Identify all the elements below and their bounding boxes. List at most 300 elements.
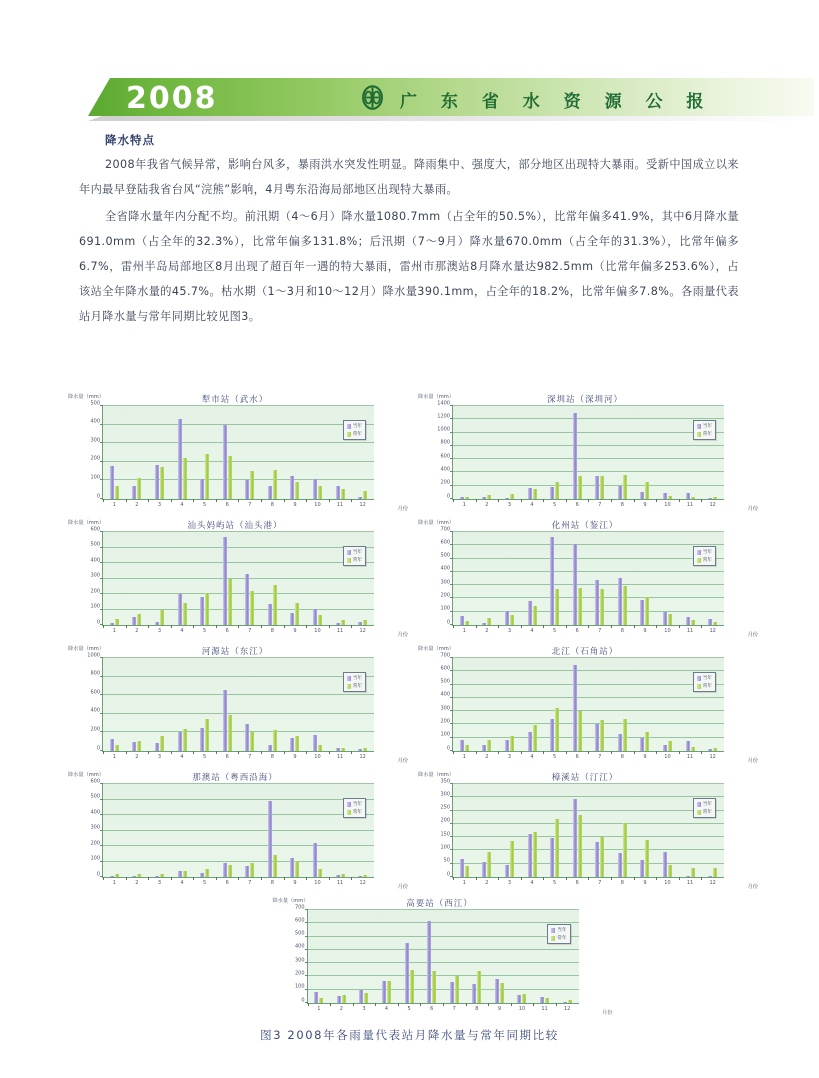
bar-normal-year: [295, 861, 299, 877]
chart-bars: [453, 532, 724, 634]
bar-current-year: [313, 479, 317, 499]
chart-y-tick-label: 1200: [437, 413, 450, 420]
legend-label: 当年: [352, 802, 362, 807]
chart-x-tick-mark: [261, 877, 262, 880]
chart-x-tick-label: 9: [293, 628, 297, 634]
bar-normal-year: [477, 971, 481, 1003]
chart-x-tick-label: 9: [643, 754, 647, 760]
chart-x-tick-label: 2: [135, 502, 139, 508]
chart-x-tick-mark: [171, 751, 172, 754]
bar-current-year: [245, 574, 249, 625]
chart-y-tick-label: 400: [440, 565, 450, 572]
chart-y-tick-label: 400: [90, 707, 100, 714]
chart-x-tick-label: 1: [462, 754, 466, 760]
chart-title: 那澳站（粤西沿海）: [192, 773, 278, 783]
bar-normal-year: [487, 740, 491, 751]
bar-current-year: [200, 728, 204, 751]
guangdong-water-emblem-icon: [360, 85, 385, 110]
chart-bars: [103, 532, 374, 634]
bar-current-year: [550, 537, 554, 625]
chart-y-tick-label: 350: [440, 778, 450, 784]
chart-y-tick-label: 100: [440, 844, 450, 851]
chart-month-group: [171, 784, 194, 886]
legend-label: 常年: [352, 810, 362, 815]
page-header-banner: [88, 78, 814, 116]
bar-current-year: [358, 876, 362, 877]
chart-month-group: [543, 532, 566, 634]
chart-y-tick-label: 0: [446, 619, 450, 625]
chart-x-tick-mark: [679, 751, 680, 754]
bar-normal-year: [623, 586, 627, 625]
bar-current-year: [110, 876, 114, 877]
chart-legend: [343, 672, 366, 692]
bar-current-year: [708, 619, 712, 625]
chart-y-tick-label: 1000: [437, 426, 450, 433]
bar-current-year: [563, 1002, 567, 1003]
bar-normal-year: [600, 720, 604, 751]
chart-legend: [693, 672, 716, 692]
chart-month-group: [306, 784, 329, 886]
chart-month-group: [543, 406, 566, 508]
chart-month-group: [330, 910, 353, 1012]
chart-x-tick-mark: [533, 1003, 534, 1006]
chart-x-tick-mark: [611, 877, 612, 880]
chart-y-axis-label: 降水量（mm）: [272, 898, 309, 904]
chart-month-group: [498, 532, 521, 634]
bar-normal-year: [533, 832, 537, 877]
chart-y-tick-label: 200: [440, 817, 450, 824]
legend-swatch-icon: [697, 558, 701, 563]
bar-normal-year: [341, 489, 345, 499]
chart-y-tick-label: 800: [440, 439, 450, 446]
bar-current-year: [132, 876, 136, 877]
bar-current-year: [595, 842, 599, 877]
chart-x-tick-mark: [329, 499, 330, 502]
banner-underline: [88, 116, 814, 121]
chart-x-tick-label: 8: [620, 502, 624, 508]
bar-current-year: [314, 992, 318, 1003]
chart-x-tick-mark: [543, 751, 544, 754]
chart-x-tick-label: 10: [314, 754, 321, 760]
bar-normal-year: [578, 815, 582, 877]
chart-month-group: [420, 910, 443, 1012]
chart-y-tick-label: 200: [440, 592, 450, 599]
chart-x-tick-mark: [498, 625, 499, 628]
chart-y-tick-label: 0: [446, 493, 450, 499]
chart-x-tick-label: 5: [553, 754, 557, 760]
bar-normal-year: [691, 747, 695, 751]
chart-y-tick-label: 600: [90, 778, 100, 784]
chart-x-tick-label: 7: [452, 1006, 456, 1012]
bar-current-year: [200, 873, 204, 877]
bar-current-year: [110, 466, 114, 499]
legend-swatch-icon: [347, 810, 351, 815]
chart-x-tick-mark: [453, 751, 454, 754]
chart-x-tick-label: 2: [485, 754, 489, 760]
chart-y-tick-label: 600: [440, 539, 450, 546]
bar-current-year: [155, 622, 159, 625]
chart-y-axis-label: 降水量（mm）: [418, 394, 455, 400]
legend-swatch-icon: [347, 432, 351, 437]
legend-swatch-icon: [697, 432, 701, 437]
chart-month-group: [171, 406, 194, 508]
chart-x-axis-label: 月份: [747, 758, 758, 764]
chart-x-tick-mark: [330, 1003, 331, 1006]
chart-month-group: [148, 406, 171, 508]
chart-title: 河源站（东江）: [201, 647, 269, 657]
chart-1: [60, 392, 410, 518]
chart-x-tick-mark: [679, 499, 680, 502]
chart-x-tick-label: 11: [336, 628, 344, 634]
chart-x-tick-label: 4: [530, 628, 534, 634]
bar-normal-year: [228, 456, 232, 499]
chart-month-group: [261, 532, 284, 634]
chart-x-tick-label: 11: [686, 628, 694, 634]
chart-x-tick-mark: [306, 751, 307, 754]
chart-x-tick-label: 10: [664, 502, 671, 508]
bar-normal-year: [318, 869, 322, 877]
chart-x-tick-mark: [521, 751, 522, 754]
chart-month-group: [398, 910, 421, 1012]
chart-month-group: [611, 658, 634, 760]
legend-label: 常年: [352, 558, 362, 563]
chart-month-group: [656, 532, 679, 634]
chart-y-tick-label: 100: [90, 603, 100, 610]
bar-current-year: [460, 740, 464, 751]
legend-item-normal-year: [697, 809, 712, 815]
bar-normal-year: [645, 482, 649, 499]
bar-current-year: [573, 544, 577, 625]
chart-x-tick-mark: [521, 625, 522, 628]
bar-normal-year: [205, 719, 209, 751]
chart-x-tick-label: 1: [112, 880, 116, 886]
bar-normal-year: [533, 725, 537, 751]
chart-x-tick-label: 12: [359, 754, 366, 760]
chart-x-tick-label: 4: [384, 1006, 389, 1012]
chart-month-group: [126, 658, 149, 760]
legend-label: 当年: [702, 424, 712, 429]
chart-month-group: [375, 910, 398, 1012]
bar-normal-year: [578, 588, 582, 625]
chart-y-tick-label: 200: [294, 970, 305, 977]
bar-current-year: [517, 995, 521, 1003]
legend-label: 常年: [702, 432, 712, 437]
chart-x-tick-mark: [476, 751, 477, 754]
bar-current-year: [223, 537, 227, 625]
chart-y-axis-label: 降水量（mm）: [68, 772, 105, 778]
chart-x-tick-mark: [588, 499, 589, 502]
chart-y-tick-label: 400: [90, 418, 100, 425]
bar-current-year: [460, 616, 464, 625]
chart-month-group: [284, 406, 307, 508]
chart-x-tick-label: 6: [575, 754, 579, 760]
figure-3-chart-grid: [0, 392, 819, 1022]
chart-title: 犁市站（武水）: [201, 395, 269, 405]
chart-x-tick-mark: [476, 499, 477, 502]
chart-month-group: [103, 532, 126, 634]
chart-x-tick-label: 3: [157, 502, 162, 508]
chart-month-group: [521, 532, 544, 634]
chart-9: [265, 896, 615, 1022]
chart-month-group: [171, 532, 194, 634]
bar-current-year: [110, 739, 114, 751]
chart-x-axis-label: 月份: [747, 632, 758, 638]
chart-y-tick-label: 700: [440, 526, 450, 532]
chart-bars: [103, 784, 374, 886]
chart-y-tick-label: 500: [90, 541, 100, 548]
chart-x-tick-mark: [679, 877, 680, 880]
chart-month-group: [588, 406, 611, 508]
bar-current-year: [268, 745, 272, 752]
bar-current-year: [640, 600, 644, 625]
chart-row: [0, 896, 819, 1022]
chart-y-tick-label: 100: [440, 731, 450, 738]
bar-current-year: [528, 488, 532, 499]
chart-x-tick-mark: [216, 499, 217, 502]
bar-current-year: [663, 493, 667, 499]
chart-x-tick-label: 12: [359, 502, 366, 508]
chart-legend: [343, 798, 366, 818]
chart-y-tick-label: 200: [440, 479, 450, 486]
chart-x-tick-label: 2: [485, 502, 489, 508]
chart-x-tick-mark: [193, 625, 194, 628]
chart-x-tick-mark: [498, 877, 499, 880]
bar-normal-year: [137, 478, 141, 499]
chart-x-tick-mark: [329, 877, 330, 880]
chart-x-tick-mark: [193, 751, 194, 754]
chart-x-tick-mark: [216, 751, 217, 754]
chart-month-group: [656, 406, 679, 508]
chart-x-tick-mark: [588, 877, 589, 880]
chart-x-tick-mark: [308, 1003, 309, 1006]
legend-item-current-year: [697, 549, 712, 555]
chart-x-tick-label: 6: [575, 502, 579, 508]
chart-x-tick-mark: [284, 751, 285, 754]
chart-x-tick-mark: [103, 625, 104, 628]
legend-swatch-icon: [697, 810, 701, 815]
bar-normal-year: [465, 866, 469, 877]
chart-x-tick-mark: [216, 877, 217, 880]
chart-x-tick-label: 2: [135, 880, 139, 886]
chart-y-tick-label: 200: [90, 726, 100, 733]
chart-legend: [693, 420, 716, 440]
bar-normal-year: [487, 852, 491, 878]
bar-normal-year: [465, 745, 469, 751]
chart-y-tick-label: 700: [294, 904, 305, 910]
chart-x-tick-mark: [306, 499, 307, 502]
bar-normal-year: [455, 976, 459, 1003]
bar-normal-year: [555, 482, 559, 499]
chart-y-tick-label: 400: [90, 809, 100, 816]
bar-normal-year: [487, 495, 491, 499]
chart-x-tick-label: 11: [336, 754, 344, 760]
chart-x-tick-label: 4: [530, 880, 534, 886]
chart-month-group: [476, 406, 499, 508]
bar-current-year: [155, 743, 159, 751]
chart-x-tick-mark: [453, 877, 454, 880]
chart-x-tick-mark: [466, 1003, 467, 1006]
chart-y-tick-label: 600: [294, 917, 305, 924]
legend-label: 当年: [702, 802, 712, 807]
legend-swatch-icon: [347, 802, 351, 807]
bar-current-year: [359, 990, 363, 1003]
legend-swatch-icon: [347, 676, 351, 681]
chart-x-tick-label: 7: [248, 502, 252, 508]
bar-normal-year: [115, 874, 119, 877]
bar-normal-year: [295, 482, 299, 499]
chart-x-tick-mark: [126, 625, 127, 628]
chart-x-tick-label: 10: [664, 754, 671, 760]
bar-current-year: [336, 623, 340, 625]
chart-month-group: [634, 406, 657, 508]
chart-y-tick-label: 100: [90, 855, 100, 862]
chart-x-tick-mark: [284, 877, 285, 880]
legend-swatch-icon: [697, 424, 701, 429]
bar-current-year: [450, 982, 454, 1003]
chart-x-tick-label: 8: [270, 880, 274, 886]
chart-bars: [453, 406, 724, 508]
chart-x-tick-mark: [238, 877, 239, 880]
chart-y-tick-label: 500: [440, 678, 450, 685]
legend-label: 常年: [352, 684, 362, 689]
legend-label: 常年: [702, 684, 712, 689]
chart-x-tick-label: 7: [598, 502, 602, 508]
legend-label: 当年: [352, 550, 362, 555]
chart-x-tick-label: 1: [317, 1006, 321, 1012]
chart-month-group: [488, 910, 511, 1012]
bar-normal-year: [318, 615, 322, 625]
bar-current-year: [550, 838, 554, 877]
bar-current-year: [358, 749, 362, 751]
bar-current-year: [550, 719, 554, 751]
chart-x-tick-label: 4: [530, 754, 534, 760]
legend-swatch-icon: [697, 550, 701, 555]
chart-x-tick-label: 12: [709, 880, 716, 886]
legend-swatch-icon: [347, 424, 351, 429]
chart-x-tick-label: 5: [553, 628, 557, 634]
chart-x-tick-mark: [443, 1003, 444, 1006]
chart-y-tick-label: 600: [440, 453, 450, 460]
chart-x-tick-label: 9: [643, 502, 647, 508]
bar-current-year: [708, 749, 712, 751]
bar-normal-year: [183, 458, 187, 499]
legend-item-normal-year: [697, 683, 712, 689]
chart-6: [410, 644, 760, 770]
chart-x-tick-label: 8: [620, 754, 624, 760]
chart-x-tick-mark: [238, 499, 239, 502]
chart-month-group: [476, 658, 499, 760]
bar-normal-year: [160, 736, 164, 751]
chart-x-tick-label: 6: [225, 880, 229, 886]
chart-x-tick-label: 10: [314, 502, 321, 508]
chart-x-tick-label: 5: [203, 880, 207, 886]
chart-month-group: [171, 658, 194, 760]
chart-x-axis-label: 月份: [397, 506, 408, 512]
legend-item-normal-year: [551, 935, 566, 941]
chart-x-tick-mark: [126, 877, 127, 880]
chart-x-tick-label: 11: [541, 1006, 548, 1012]
chart-y-tick-label: 250: [440, 804, 450, 811]
chart-x-tick-label: 12: [709, 754, 716, 760]
chart-x-tick-mark: [588, 751, 589, 754]
chart-x-tick-label: 12: [563, 1006, 571, 1012]
chart-month-group: [306, 658, 329, 760]
bar-normal-year: [318, 745, 322, 751]
chart-x-tick-mark: [611, 625, 612, 628]
bar-normal-year: [363, 491, 367, 499]
chart-month-group: [148, 784, 171, 886]
bar-normal-year: [555, 589, 559, 625]
bar-normal-year: [183, 871, 187, 878]
chart-month-group: [306, 532, 329, 634]
chart-x-tick-label: 9: [643, 880, 647, 886]
chart-month-group: [126, 532, 149, 634]
legend-item-normal-year: [697, 431, 712, 437]
chart-bars: [453, 784, 724, 886]
chart-month-group: [284, 784, 307, 886]
chart-x-tick-label: 6: [225, 628, 229, 634]
bar-current-year: [663, 612, 667, 625]
chart-x-tick-mark: [521, 499, 522, 502]
banner-year: 2008: [126, 81, 218, 116]
chart-y-tick-label: 300: [90, 437, 100, 444]
chart-bars: [453, 658, 724, 760]
bar-current-year: [313, 735, 317, 751]
chart-x-tick-mark: [498, 751, 499, 754]
chart-x-tick-label: 4: [180, 502, 184, 508]
chart-month-group: [103, 784, 126, 886]
chart-x-tick-mark: [656, 877, 657, 880]
bar-normal-year: [510, 494, 514, 499]
bar-normal-year: [342, 995, 346, 1003]
bar-current-year: [268, 801, 272, 877]
chart-month-group: [498, 784, 521, 886]
chart-title: 汕头妈屿站（汕头港）: [187, 521, 283, 531]
bar-normal-year: [600, 837, 604, 877]
chart-legend: [547, 924, 570, 944]
chart-month-group: [634, 784, 657, 886]
chart-x-tick-mark: [566, 625, 567, 628]
bar-current-year: [223, 425, 227, 499]
chart-month-group: [216, 784, 239, 886]
bar-normal-year: [600, 476, 604, 499]
chart-x-tick-mark: [126, 499, 127, 502]
chart-x-tick-label: 8: [270, 628, 274, 634]
bar-current-year: [505, 611, 509, 625]
chart-month-group: [148, 658, 171, 760]
chart-x-tick-mark: [511, 1003, 512, 1006]
bar-current-year: [505, 740, 509, 751]
bar-normal-year: [183, 603, 187, 625]
bar-current-year: [268, 604, 272, 625]
chart-x-tick-mark: [351, 751, 352, 754]
chart-x-tick-label: 7: [248, 754, 252, 760]
chart-x-tick-label: 7: [248, 628, 252, 634]
chart-7: [60, 770, 410, 896]
chart-y-tick-label: 0: [446, 871, 450, 877]
bar-normal-year: [228, 865, 232, 877]
legend-item-current-year: [697, 423, 712, 429]
bar-normal-year: [250, 471, 254, 499]
chart-x-tick-label: 2: [339, 1006, 343, 1012]
chart-month-group: [126, 406, 149, 508]
chart-y-tick-label: 0: [96, 871, 100, 877]
chart-month-group: [353, 910, 376, 1012]
bar-current-year: [155, 465, 159, 499]
bar-normal-year: [691, 868, 695, 877]
bar-normal-year: [568, 1000, 572, 1003]
chart-x-tick-label: 4: [530, 502, 534, 508]
